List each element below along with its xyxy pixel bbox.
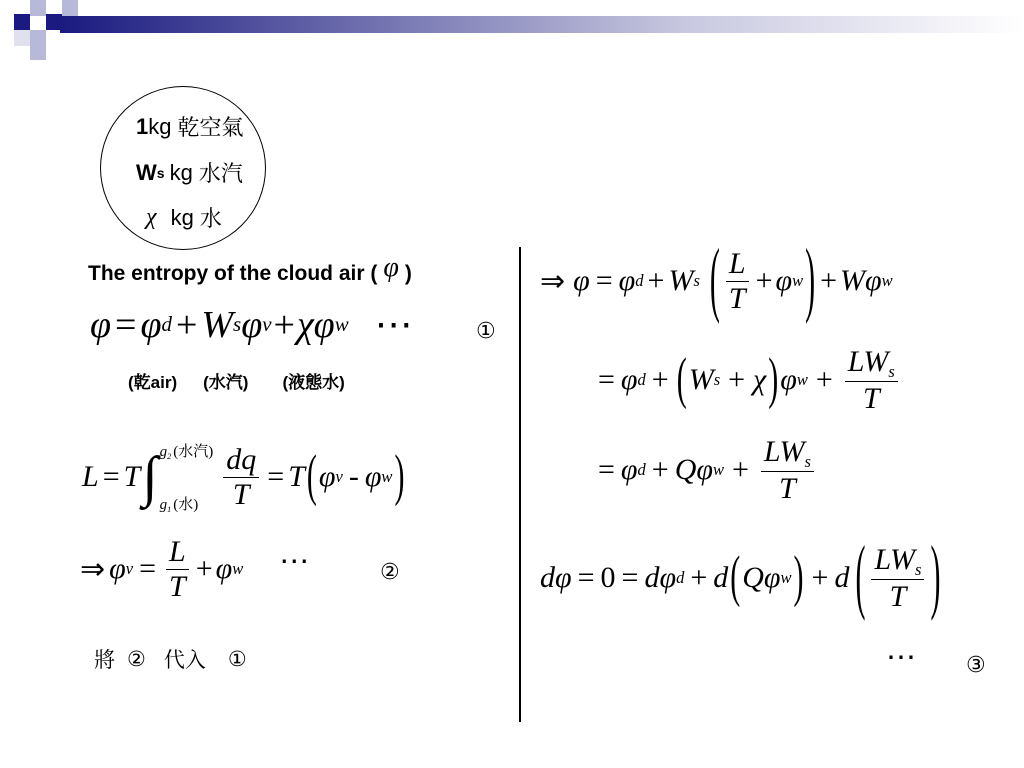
upper-limit: $g_2$ (水汽) [159, 444, 214, 461]
q-symbol: Q [674, 453, 697, 487]
phi: φ [364, 460, 382, 493]
phi-symbol: φ [383, 252, 399, 283]
equation-marker-3: ③ [966, 653, 986, 678]
subscript: w [792, 271, 804, 290]
plus: + [651, 363, 669, 397]
right-paren: ) [793, 545, 804, 609]
phi: φ [109, 552, 126, 585]
ellipsis: ⋯ [886, 641, 916, 674]
header-square [46, 14, 62, 30]
amount: 1 [136, 113, 149, 139]
label: 水汽 [198, 161, 243, 186]
left-paren: ( [709, 233, 720, 326]
equals: = [115, 303, 137, 346]
phi: φ [215, 552, 233, 585]
plus: + [647, 264, 665, 297]
equation-1 [90, 302, 413, 347]
subscript: w [712, 460, 724, 480]
component-notes [128, 368, 345, 393]
numerator: L [726, 248, 749, 282]
ellipsis: ⋯ [374, 304, 413, 346]
unit: kg [148, 113, 172, 139]
plus: + [195, 552, 213, 585]
subscript: s [233, 312, 242, 336]
marker-1: ① [227, 647, 247, 671]
substitute-note [94, 644, 247, 674]
subscript: d [637, 460, 646, 480]
plus: + [755, 264, 773, 297]
subscript: w [881, 271, 893, 290]
symbol: χ [146, 204, 157, 230]
equation-2 [80, 536, 309, 602]
phi: φ [780, 363, 797, 397]
denominator: T [728, 281, 746, 315]
equals: = [598, 453, 615, 487]
equals: = [621, 561, 639, 595]
phi: φ [865, 264, 882, 297]
phi: φ [140, 303, 162, 346]
denominator: T [889, 580, 907, 614]
phi: φ [573, 264, 590, 297]
subscript: v [335, 467, 343, 486]
circle-line-water [146, 202, 222, 233]
phi: φ [313, 303, 335, 346]
equals: = [595, 264, 613, 297]
left-paren: ( [855, 530, 866, 624]
subscript: w [232, 559, 244, 578]
equals: = [139, 552, 156, 585]
header-square [30, 46, 46, 60]
marker-2: ② [127, 647, 146, 671]
l-over-t [166, 536, 189, 602]
heading-text: The entropy of the cloud air ( [88, 262, 378, 285]
substitute-text: 代入 [163, 649, 206, 672]
phi: φ [620, 363, 638, 397]
equals: = [267, 460, 285, 493]
right-equation-2 [598, 346, 902, 415]
zero: 0 [600, 561, 616, 595]
t-symbol: T [288, 460, 305, 493]
subscript: v [125, 559, 134, 578]
entropy-heading [88, 252, 412, 290]
note-dry-air: (乾air) [128, 373, 178, 392]
plus: + [273, 303, 295, 346]
dq-over-t [223, 444, 259, 510]
d-symbol: d [713, 561, 729, 595]
subscript: w [334, 312, 349, 336]
equation-marker-1: ① [476, 319, 496, 344]
subscript: d [161, 312, 172, 336]
label: 水 [199, 206, 222, 231]
numerator: $LW_s$ [761, 436, 814, 472]
subscript: s [713, 370, 721, 390]
plus: + [820, 264, 838, 297]
left-paren: ( [730, 545, 741, 609]
circle-line-vapor [136, 157, 243, 188]
latent-heat-equation [82, 440, 406, 514]
lws-over-t [845, 346, 898, 415]
lower-limit: $g_1$ (水) [159, 497, 199, 514]
phi: φ [620, 453, 638, 487]
right-paren: ) [768, 347, 779, 411]
right-paren: ) [930, 530, 941, 624]
right-equation-1 [540, 233, 893, 326]
plus: + [811, 561, 829, 595]
numerator: dq [223, 444, 259, 478]
phi: φ [555, 561, 572, 595]
w-symbol: W [688, 363, 714, 397]
header-square [14, 14, 30, 30]
numerator: $LW_s$ [845, 346, 898, 382]
note-liquid-water: (液態水) [282, 373, 345, 392]
denominator: T [169, 569, 186, 603]
equals: = [577, 561, 595, 595]
chi: χ [296, 303, 314, 346]
substitute-text: 將 [94, 649, 115, 672]
header-square [30, 30, 46, 46]
integral: ∫ [142, 446, 158, 508]
header-decoration [0, 0, 1024, 62]
denominator: T [862, 382, 880, 416]
header-square [14, 30, 30, 46]
label: 乾空氣 [177, 115, 244, 140]
right-paren: ) [394, 444, 405, 508]
subscript: w [796, 370, 808, 390]
unit: kg [169, 159, 193, 185]
subscript: d [637, 370, 646, 390]
phi: φ [775, 264, 793, 297]
l-over-t [726, 248, 749, 314]
w-symbol: W [840, 264, 866, 297]
plus: + [175, 303, 198, 346]
subscript: d [635, 271, 644, 290]
left-paren: ( [676, 347, 687, 411]
d-symbol: d [834, 561, 850, 595]
header-gradient-bar [60, 16, 1024, 33]
w-symbol: W [668, 264, 694, 297]
right-paren: ) [805, 233, 816, 326]
equals: = [598, 363, 615, 397]
integral-limits [160, 440, 214, 514]
minus: - [348, 460, 359, 493]
subscript: d [676, 568, 685, 588]
plus: + [728, 363, 746, 397]
left-paren: ( [306, 444, 317, 508]
header-square [30, 0, 46, 16]
phi: φ [618, 264, 636, 297]
lws-over-t [871, 544, 924, 613]
d-symbol: d [540, 561, 555, 595]
d-symbol: d [644, 561, 660, 595]
q-symbol: Q [742, 561, 764, 595]
phi: φ [696, 453, 713, 487]
symbol: W [136, 159, 157, 185]
unit: kg [170, 204, 194, 230]
phi: φ [90, 303, 112, 346]
denominator: T [232, 477, 250, 511]
subscript: w [780, 568, 792, 588]
phi: φ [241, 303, 263, 346]
plus: + [651, 453, 669, 487]
column-divider [519, 247, 521, 722]
subscript: s [156, 164, 165, 181]
chi: χ [753, 363, 767, 397]
phi: φ [318, 460, 336, 493]
equation-marker-2: ② [380, 560, 400, 585]
right-equation-3 [598, 436, 818, 505]
numerator: L [166, 536, 189, 570]
plus: + [732, 453, 749, 487]
right-equation-4 [540, 530, 942, 624]
phi: φ [659, 561, 677, 595]
implies-arrow: ⇒ [80, 552, 106, 586]
subscript: w [381, 467, 393, 486]
phi: φ [763, 561, 781, 595]
note-vapor: (水汽) [203, 373, 249, 392]
t-symbol: T [123, 460, 141, 493]
header-square [62, 0, 78, 16]
subscript: s [693, 271, 700, 290]
lws-over-t [761, 436, 814, 505]
denominator: T [779, 472, 796, 506]
w-symbol: W [201, 303, 234, 346]
circle-line-dry-air [136, 111, 244, 142]
l-symbol: L [82, 460, 99, 493]
equals: = [102, 460, 120, 493]
ellipsis: ⋯ [279, 544, 310, 578]
implies-arrow: ⇒ [540, 264, 566, 298]
plus: + [690, 561, 708, 595]
heading-close: ) [404, 262, 412, 285]
subscript: v [262, 312, 272, 336]
plus: + [815, 363, 833, 397]
numerator: $LW_s$ [871, 544, 924, 580]
